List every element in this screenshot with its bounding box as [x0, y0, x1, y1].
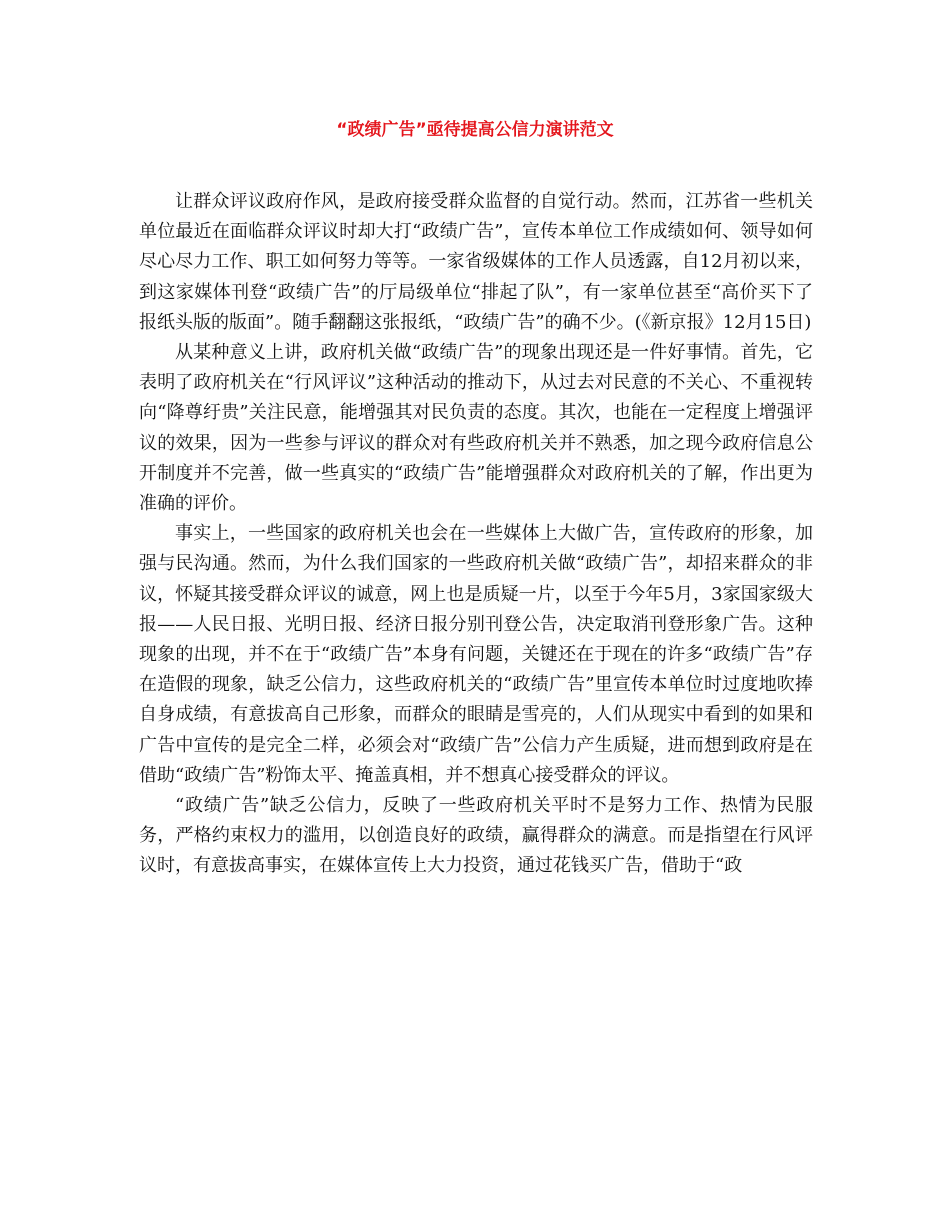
- paragraph: 让群众评议政府作风，是政府接受群众监督的自觉行动。然而，江苏省一些机关单位最近在面临群众评议时却大打“政绩广告”，宣传本单位工作成绩如何、领导如何尽心尽力工作、职工如何努力等等。一家省级媒体的工作人员透露，自12月初以来，到这家媒体刊登“政绩广告”的厅局级单位“排起了队”，有一家单位甚至“高价买下了报纸头版的版面”。随手翻翻这张报纸，“政绩广告”的确不少。(《新京报》12月15日): [139, 191, 813, 333]
- document-title: “政绩广告”亟待提高公信力演讲范文: [336, 120, 614, 140]
- document-body: [139, 187, 813, 882]
- paragraph: 从某种意义上讲，政府机关做“政绩广告”的现象出现还是一件好事情。首先，它表明了政府机关在“行风评议”这种活动的推动下，从过去对民意的不关心、不重视转向“降尊纡贵”关注民意，能增强其对民负责的态度。其次，也能在一定程度上增强评议的效果，因为一些参与评议的群众对有些政府机关并不熟悉，加之现今政府信息公开制度并不完善，做一些真实的“政绩广告”能增强群众对政府机关的了解，作出更为准确的评价。: [139, 342, 813, 515]
- paragraph: “政绩广告”缺乏公信力，反映了一些政府机关平时不是努力工作、热情为民服务，严格约束权力的滥用，以创造良好的政绩，赢得群众的满意。而是指望在行风评议时，有意拔高事实，在媒体宣传上大力投资，通过花钱买广告，借助于“政: [139, 795, 813, 877]
- paragraph: 事实上，一些国家的政府机关也会在一些媒体上大做广告，宣传政府的形象，加强与民沟通。然而，为什么我们国家的一些政府机关做“政绩广告”，却招来群众的非议，怀疑其接受群众评议的诚意，网上也是质疑一片，以至于今年5月，3家国家级大报——人民日报、光明日报、经济日报分别刊登公告，决定取消刊登形象广告。这种现象的出现，并不在于“政绩广告”本身有问题，关键还在于现在的许多“政绩广告”存在造假的现象，缺乏公信力，这些政府机关的“政绩广告”里宣传本单位时过度地吹捧自身成绩，有意拔高自己形象，而群众的眼睛是雪亮的，人们从现实中看到的如果和广告中宣传的是完全二样，必须会对“政绩广告”公信力产生质疑，进而想到政府是在借助“政绩广告”粉饰太平、掩盖真相，并不想真心接受群众的评议。: [139, 523, 813, 786]
